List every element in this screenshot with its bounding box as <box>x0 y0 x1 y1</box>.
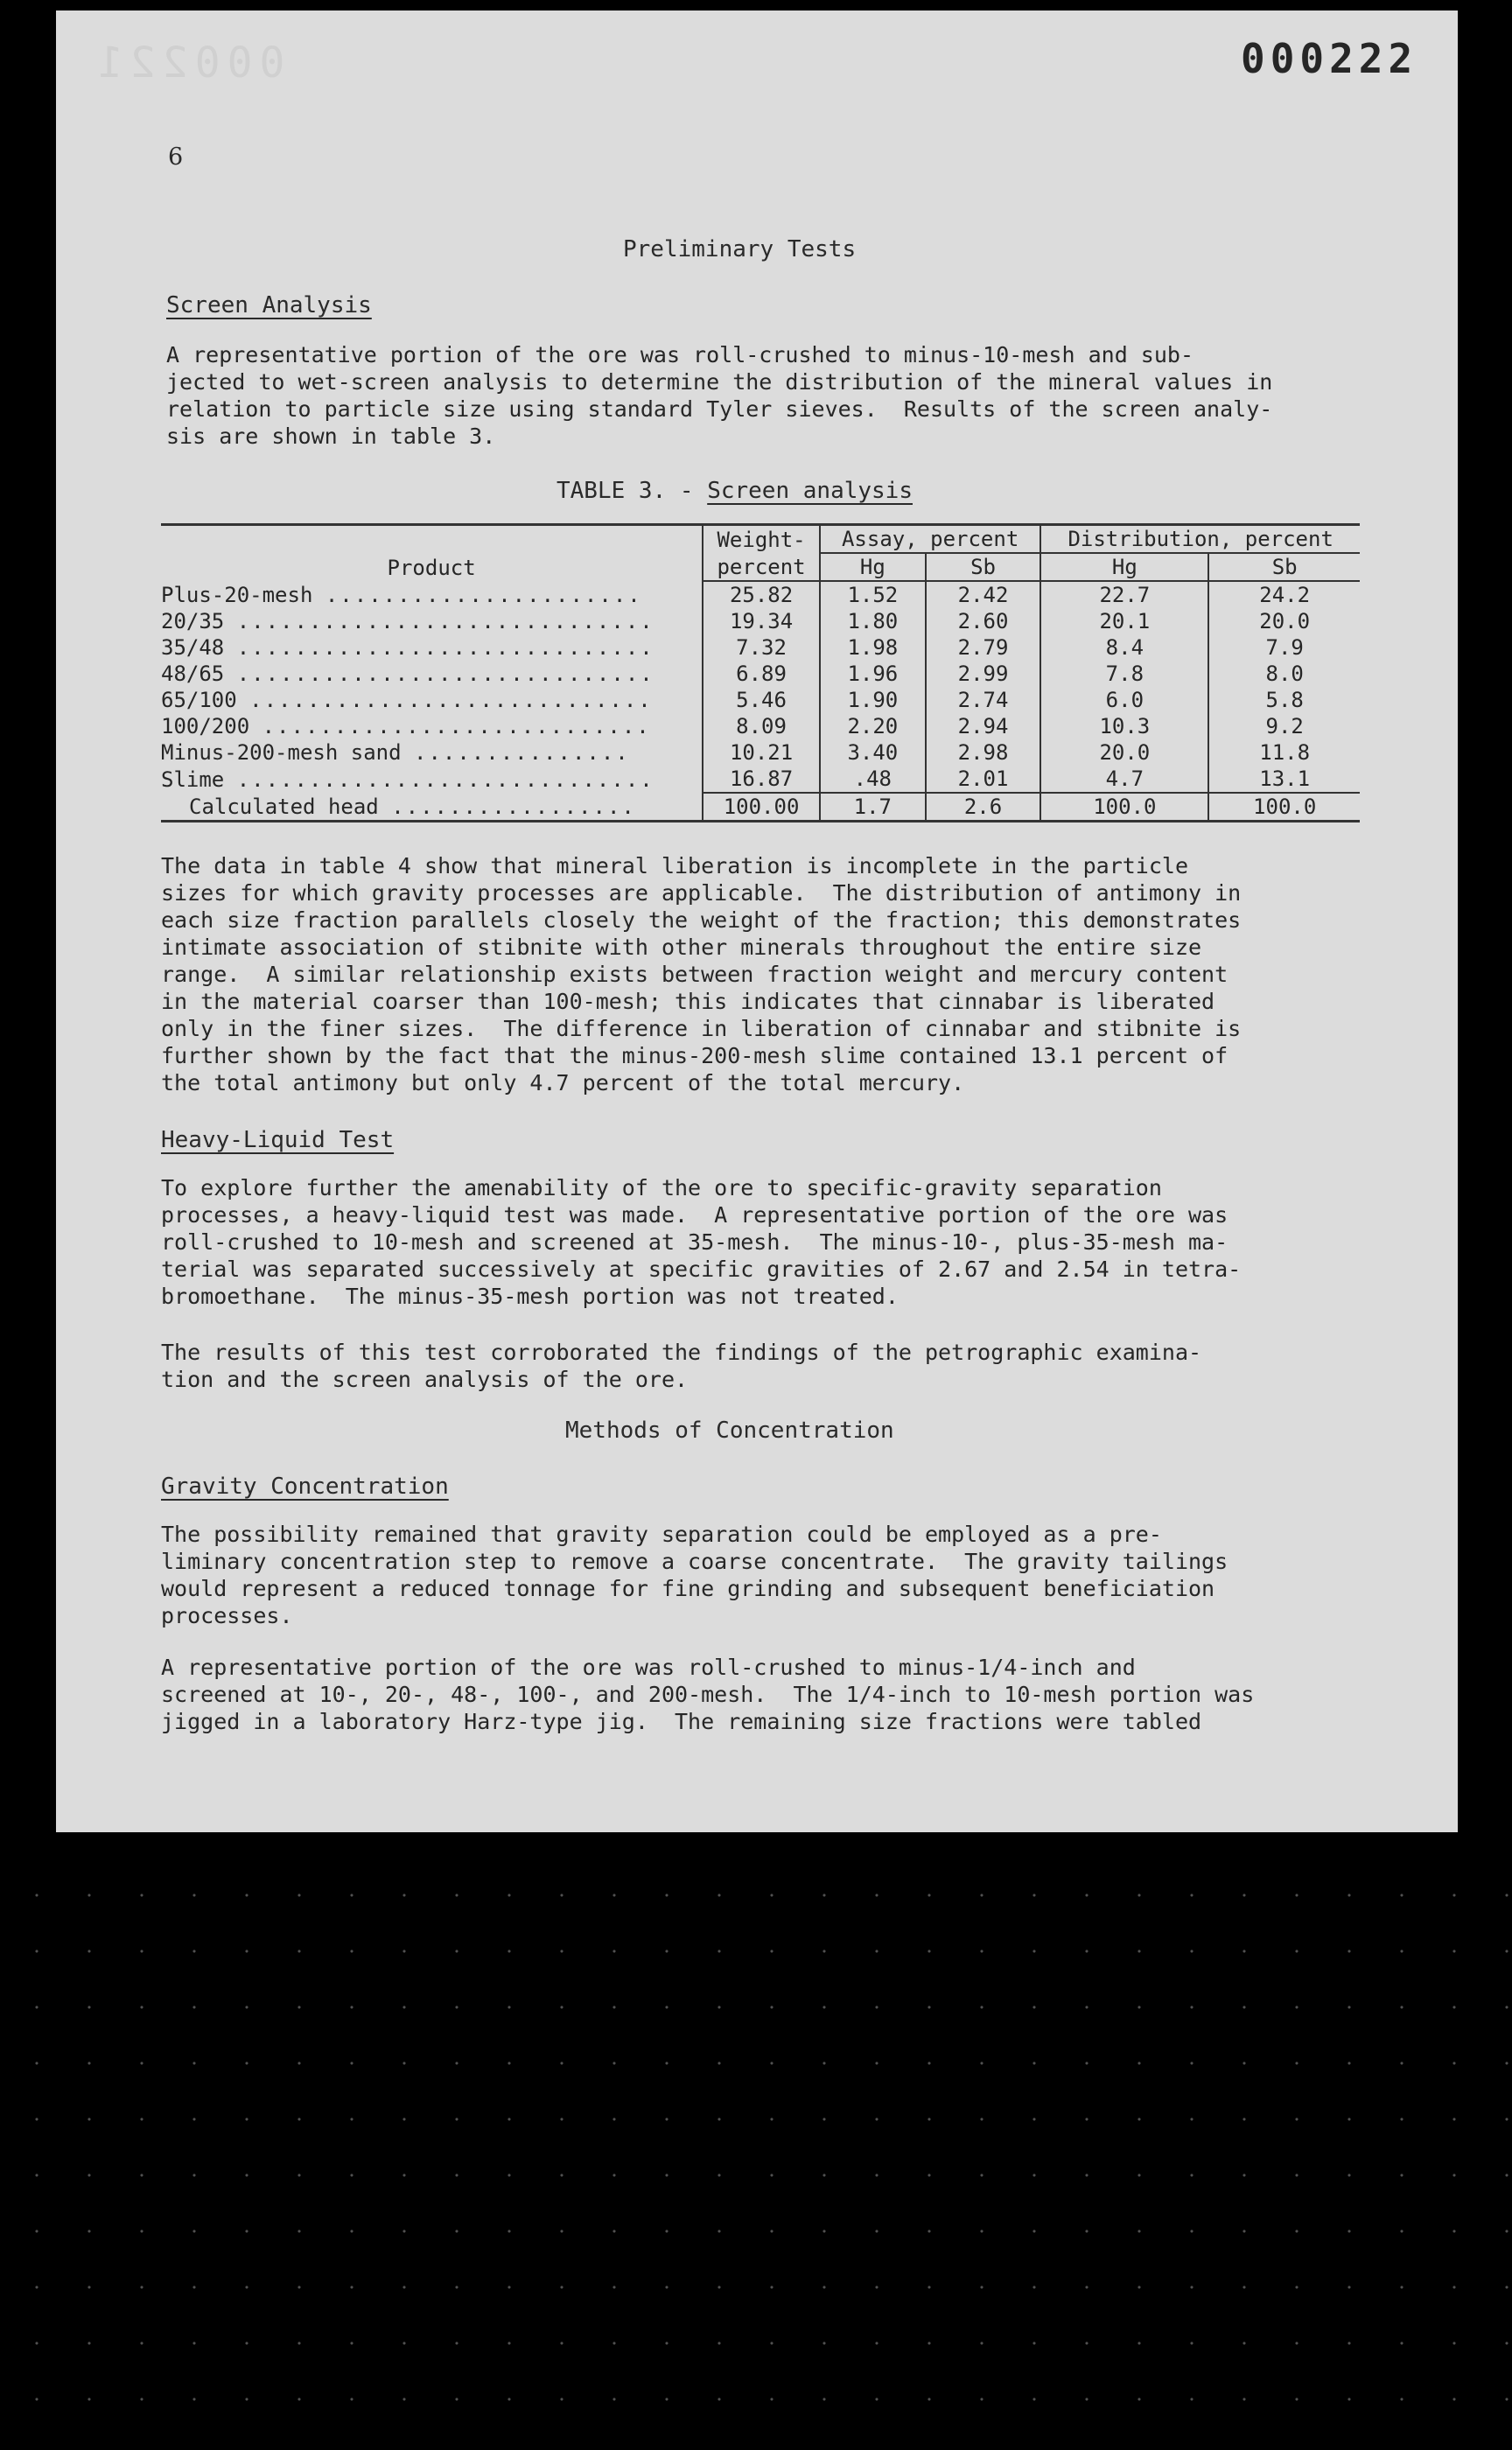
leader-dots: ...................... <box>325 582 642 607</box>
row-product-cell <box>161 713 703 739</box>
table-row <box>161 581 1360 608</box>
total-product-cell <box>161 793 703 822</box>
row-product-cell <box>161 687 703 713</box>
row-assay-hg: 1.98 <box>820 634 926 661</box>
row-weight: 5.46 <box>703 687 820 713</box>
row-weight: 10.21 <box>703 739 820 766</box>
table-total-row <box>161 793 1360 822</box>
row-weight: 8.09 <box>703 713 820 739</box>
black-background-area <box>0 1844 1512 2450</box>
table-row <box>161 713 1360 739</box>
row-dist-sb: 11.8 <box>1208 739 1360 766</box>
methods-title: Methods of Concentration <box>565 1418 894 1444</box>
row-product: Minus-200-mesh sand <box>161 740 402 765</box>
row-dist-sb: 13.1 <box>1208 766 1360 793</box>
gravity-paragraph-2: A representative portion of the ore was roll-crushed to minus-1/4-inch and screened at 10-, 20-, 48-, 100-, and 200-mesh. The 1/4-inch to 10-mesh portion was jigged in a laboratory Harz-type jig. The remaining size fractions were tabled <box>161 1655 1255 1734</box>
leader-dots: ................. <box>391 794 636 819</box>
preliminary-tests-title: Preliminary Tests <box>623 236 857 262</box>
header-dist-hg: Hg <box>1040 553 1208 581</box>
row-dist-sb: 8.0 <box>1208 661 1360 687</box>
row-assay-sb: 2.74 <box>926 687 1041 713</box>
table-row <box>161 766 1360 793</box>
total-assay-sb: 2.6 <box>926 793 1041 822</box>
row-product-cell <box>161 766 703 793</box>
total-assay-hg: 1.7 <box>820 793 926 822</box>
header-assay-sb: Sb <box>926 553 1041 581</box>
row-product-cell <box>161 661 703 687</box>
screen-analysis-table <box>161 523 1360 822</box>
row-assay-sb: 2.42 <box>926 581 1041 608</box>
table-title-main: Screen analysis <box>707 478 913 504</box>
row-product: 48/65 <box>161 662 225 686</box>
row-dist-sb: 5.8 <box>1208 687 1360 713</box>
leader-dots: ............................. <box>236 766 654 792</box>
table-row <box>161 739 1360 766</box>
row-product: 35/48 <box>161 635 225 660</box>
row-dist-hg: 22.7 <box>1040 581 1208 608</box>
row-weight: 7.32 <box>703 634 820 661</box>
header-dist-sb: Sb <box>1208 553 1360 581</box>
row-weight: 25.82 <box>703 581 820 608</box>
total-dist-hg: 100.0 <box>1040 793 1208 822</box>
row-assay-hg: 1.80 <box>820 608 926 634</box>
row-dist-sb: 24.2 <box>1208 581 1360 608</box>
table-title-prefix: TABLE 3. - <box>556 478 708 504</box>
row-product-cell <box>161 581 703 608</box>
row-dist-sb: 7.9 <box>1208 634 1360 661</box>
row-dist-hg: 6.0 <box>1040 687 1208 713</box>
row-dist-hg: 10.3 <box>1040 713 1208 739</box>
table-discussion-paragraph: The data in table 4 show that mineral liberation is incomplete in the particle sizes for which gravity processes are applicable. The distribution of antimony in each size fraction parallels closely the weight of the fraction; this demonstrates intimate association of stibnite with other minerals throughout the entire size range. A similar relationship exists between fraction weight and mercury content in the material coarser than 100-mesh; this indicates that cinnabar is liberated only in the finer sizes. The difference in liberation of cinnabar and stibnite is further shown by the fact that the minus-200-mesh slime contained 13.1 percent of the total antimony but only 4.7 percent of the total mercury. <box>161 853 1242 1096</box>
row-weight: 19.34 <box>703 608 820 634</box>
leader-dots: ............................. <box>236 609 654 634</box>
table-row <box>161 687 1360 713</box>
row-product-cell <box>161 739 703 766</box>
row-assay-sb: 2.94 <box>926 713 1041 739</box>
table-row <box>161 634 1360 661</box>
row-assay-sb: 2.60 <box>926 608 1041 634</box>
leader-dots: ............................ <box>249 688 653 712</box>
row-dist-sb: 20.0 <box>1208 608 1360 634</box>
table-title <box>556 478 913 504</box>
row-dist-hg: 20.0 <box>1040 739 1208 766</box>
row-product: Plus-20-mesh <box>161 582 313 607</box>
row-assay-sb: 2.98 <box>926 739 1041 766</box>
row-assay-sb: 2.99 <box>926 661 1041 687</box>
heavy-liquid-paragraph: To explore further the amenability of the ore to specific-gravity separation processes, a heavy-liquid test was made. A representative portion of the ore was roll-crushed to 10-mesh and screened at 35-mesh. The minus-10-, plus-35-mesh ma- terial was separated successively at specific gravities of 2.67 and 2.54 in tetra- bromoethane. The minus-35-mesh portion was not treated. <box>161 1175 1242 1309</box>
total-weight: 100.00 <box>703 793 820 822</box>
header-distribution: Distribution, percent <box>1040 525 1360 554</box>
row-weight: 16.87 <box>703 766 820 793</box>
screen-analysis-heading: Screen Analysis <box>166 292 372 318</box>
row-assay-hg: 1.90 <box>820 687 926 713</box>
row-dist-sb: 9.2 <box>1208 713 1360 739</box>
document-page <box>56 10 1458 1832</box>
row-product-cell <box>161 634 703 661</box>
heavy-liquid-heading: Heavy-Liquid Test <box>161 1127 395 1153</box>
bleed-through-number: 000221 <box>91 38 285 88</box>
row-product: 65/100 <box>161 688 237 712</box>
row-product: 100/200 <box>161 714 250 738</box>
row-dist-hg: 20.1 <box>1040 608 1208 634</box>
row-assay-hg: 2.20 <box>820 713 926 739</box>
screen-analysis-paragraph: A representative portion of the ore was roll-crushed to minus-10-mesh and sub- jected to wet-screen analysis to determine the distribution of the mineral values in relation to particle size using standard Tyler sieves. Results of the screen analy- sis are shown in table 3. <box>166 342 1273 449</box>
total-dist-sb: 100.0 <box>1208 793 1360 822</box>
header-product: Product <box>161 525 703 582</box>
row-product-cell <box>161 608 703 634</box>
leader-dots: ............................. <box>236 662 654 686</box>
gravity-concentration-heading: Gravity Concentration <box>161 1474 449 1500</box>
row-product: Slime <box>161 766 225 792</box>
header-assay-hg: Hg <box>820 553 926 581</box>
row-dist-hg: 4.7 <box>1040 766 1208 793</box>
row-weight: 6.89 <box>703 661 820 687</box>
row-assay-hg: 3.40 <box>820 739 926 766</box>
row-assay-sb: 2.01 <box>926 766 1041 793</box>
row-dist-hg: 7.8 <box>1040 661 1208 687</box>
row-dist-hg: 8.4 <box>1040 634 1208 661</box>
row-assay-hg: .48 <box>820 766 926 793</box>
table-row <box>161 661 1360 687</box>
results-paragraph: The results of this test corroborated the findings of the petrographic examina- tion and the screen analysis of the ore. <box>161 1340 1202 1392</box>
header-weight-bottom: percent <box>703 553 820 581</box>
leader-dots: ........................... <box>262 714 651 738</box>
leader-dots: ............... <box>414 740 630 765</box>
gravity-paragraph-1: The possibility remained that gravity separation could be employed as a pre- liminary concentration step to remove a coarse concentrate. The gravity tailings would represent a reduced tonnage for fine grinding and subsequent beneficiation processes. <box>161 1522 1228 1628</box>
row-product: 20/35 <box>161 609 225 634</box>
row-assay-hg: 1.52 <box>820 581 926 608</box>
header-assay: Assay, percent <box>820 525 1040 554</box>
table-row <box>161 608 1360 634</box>
row-assay-sb: 2.79 <box>926 634 1041 661</box>
page-number: 6 <box>168 144 184 171</box>
header-weight-top: Weight- <box>703 525 820 554</box>
total-product: Calculated head <box>189 794 379 819</box>
document-number: 000222 <box>1241 35 1418 82</box>
leader-dots: ............................. <box>236 635 654 660</box>
row-assay-hg: 1.96 <box>820 661 926 687</box>
